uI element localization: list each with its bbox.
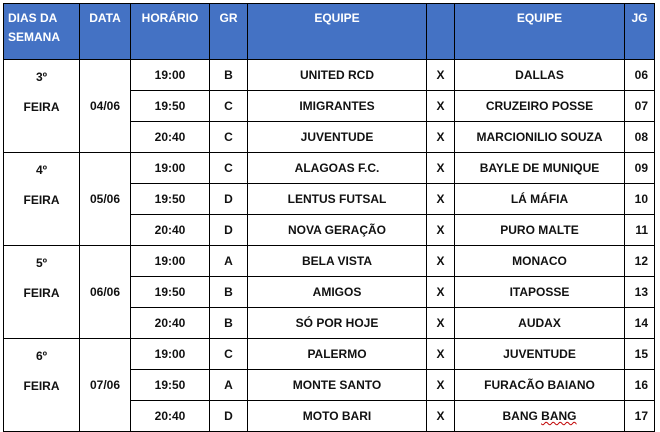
away-team-name: BANG BANG <box>502 409 577 423</box>
header-vs <box>427 4 455 60</box>
schedule-body <box>4 60 655 432</box>
versus-cell: X <box>427 184 455 215</box>
header-gr: GR <box>210 4 248 60</box>
time-cell: 20:40 <box>131 308 210 339</box>
group-letter-cell: D <box>210 184 248 215</box>
away-team-cell: BAYLE DE MUNIQUE <box>455 153 625 184</box>
time-cell: 19:50 <box>131 184 210 215</box>
game-number-cell: 13 <box>625 277 655 308</box>
header-jg: JG <box>625 4 655 60</box>
header-data: DATA <box>80 4 131 60</box>
game-number-cell: 08 <box>625 122 655 153</box>
home-team-cell: LENTUS FUTSAL <box>248 184 427 215</box>
home-team-cell: BELA VISTA <box>248 246 427 277</box>
time-cell: 19:50 <box>131 277 210 308</box>
home-team-cell: PALERMO <box>248 339 427 370</box>
away-team-cell: AUDAX <box>455 308 625 339</box>
header-row <box>4 4 655 60</box>
versus-cell: X <box>427 277 455 308</box>
day-number: 5º <box>35 256 48 270</box>
header-equipe-away: EQUIPE <box>455 4 625 60</box>
home-team-cell: UNITED RCD <box>248 60 427 91</box>
schedule-sheet <box>3 3 655 432</box>
day-of-week-cell <box>4 246 80 339</box>
day-word: FEIRA <box>23 100 60 114</box>
group-letter-cell: B <box>210 60 248 91</box>
home-team-cell: JUVENTUDE <box>248 122 427 153</box>
group-letter-cell: C <box>210 339 248 370</box>
group-letter-cell: C <box>210 122 248 153</box>
versus-cell: X <box>427 401 455 432</box>
versus-cell: X <box>427 370 455 401</box>
time-cell: 20:40 <box>131 122 210 153</box>
time-cell: 19:00 <box>131 60 210 91</box>
date-cell: 04/06 <box>80 60 131 153</box>
group-letter-cell: C <box>210 91 248 122</box>
table-row <box>4 246 655 277</box>
group-letter-cell: B <box>210 308 248 339</box>
away-team-cell: MONACO <box>455 246 625 277</box>
versus-cell: X <box>427 122 455 153</box>
header-dias-da-semana: DIAS DA SEMANA <box>4 4 80 60</box>
time-cell: 19:00 <box>131 153 210 184</box>
game-number-cell: 15 <box>625 339 655 370</box>
table-row <box>4 153 655 184</box>
day-of-week-label <box>4 60 79 122</box>
day-number: 4º <box>35 163 48 177</box>
versus-cell: X <box>427 246 455 277</box>
header-equipe-home: EQUIPE <box>248 4 427 60</box>
away-team-cell: FURACÃO BAIANO <box>455 370 625 401</box>
date-cell: 07/06 <box>80 339 131 432</box>
day-of-week-label <box>4 339 79 401</box>
day-number: 3º <box>35 70 48 84</box>
home-team-cell: IMIGRANTES <box>248 91 427 122</box>
time-cell: 19:00 <box>131 246 210 277</box>
home-team-cell: NOVA GERAÇÃO <box>248 215 427 246</box>
day-of-week-cell <box>4 339 80 432</box>
day-of-week-cell <box>4 60 80 153</box>
versus-cell: X <box>427 60 455 91</box>
game-number-cell: 16 <box>625 370 655 401</box>
schedule-table <box>3 3 655 432</box>
day-word: FEIRA <box>23 193 60 207</box>
away-team-cell: PURO MALTE <box>455 215 625 246</box>
day-of-week-cell <box>4 153 80 246</box>
game-number-cell: 11 <box>625 215 655 246</box>
game-number-cell: 12 <box>625 246 655 277</box>
group-letter-cell: A <box>210 370 248 401</box>
away-team-cell: DALLAS <box>455 60 625 91</box>
versus-cell: X <box>427 339 455 370</box>
away-team-cell <box>455 401 625 432</box>
game-number-cell: 17 <box>625 401 655 432</box>
versus-cell: X <box>427 308 455 339</box>
home-team-cell: MONTE SANTO <box>248 370 427 401</box>
home-team-cell: ALAGOAS F.C. <box>248 153 427 184</box>
away-team-cell: JUVENTUDE <box>455 339 625 370</box>
time-cell: 20:40 <box>131 215 210 246</box>
day-of-week-label <box>4 246 79 308</box>
table-row <box>4 339 655 370</box>
away-team-cell: LÁ MÁFIA <box>455 184 625 215</box>
game-number-cell: 14 <box>625 308 655 339</box>
date-cell: 05/06 <box>80 153 131 246</box>
game-number-cell: 06 <box>625 60 655 91</box>
game-number-cell: 09 <box>625 153 655 184</box>
time-cell: 20:40 <box>131 401 210 432</box>
away-team-cell: MARCIONILIO SOUZA <box>455 122 625 153</box>
day-of-week-label <box>4 153 79 215</box>
date-cell: 06/06 <box>80 246 131 339</box>
group-letter-cell: A <box>210 246 248 277</box>
home-team-cell: AMIGOS <box>248 277 427 308</box>
home-team-cell: MOTO BARI <box>248 401 427 432</box>
group-letter-cell: D <box>210 401 248 432</box>
away-team-cell: ITAPOSSE <box>455 277 625 308</box>
day-number: 6º <box>35 349 48 363</box>
day-word: FEIRA <box>23 286 60 300</box>
group-letter-cell: B <box>210 277 248 308</box>
game-number-cell: 07 <box>625 91 655 122</box>
versus-cell: X <box>427 215 455 246</box>
group-letter-cell: D <box>210 215 248 246</box>
time-cell: 19:50 <box>131 370 210 401</box>
time-cell: 19:50 <box>131 91 210 122</box>
header-horario: HORÁRIO <box>131 4 210 60</box>
game-number-cell: 10 <box>625 184 655 215</box>
table-row <box>4 60 655 91</box>
day-word: FEIRA <box>23 379 60 393</box>
time-cell: 19:00 <box>131 339 210 370</box>
versus-cell: X <box>427 153 455 184</box>
group-letter-cell: C <box>210 153 248 184</box>
away-team-cell: CRUZEIRO POSSE <box>455 91 625 122</box>
home-team-cell: SÓ POR HOJE <box>248 308 427 339</box>
versus-cell: X <box>427 91 455 122</box>
